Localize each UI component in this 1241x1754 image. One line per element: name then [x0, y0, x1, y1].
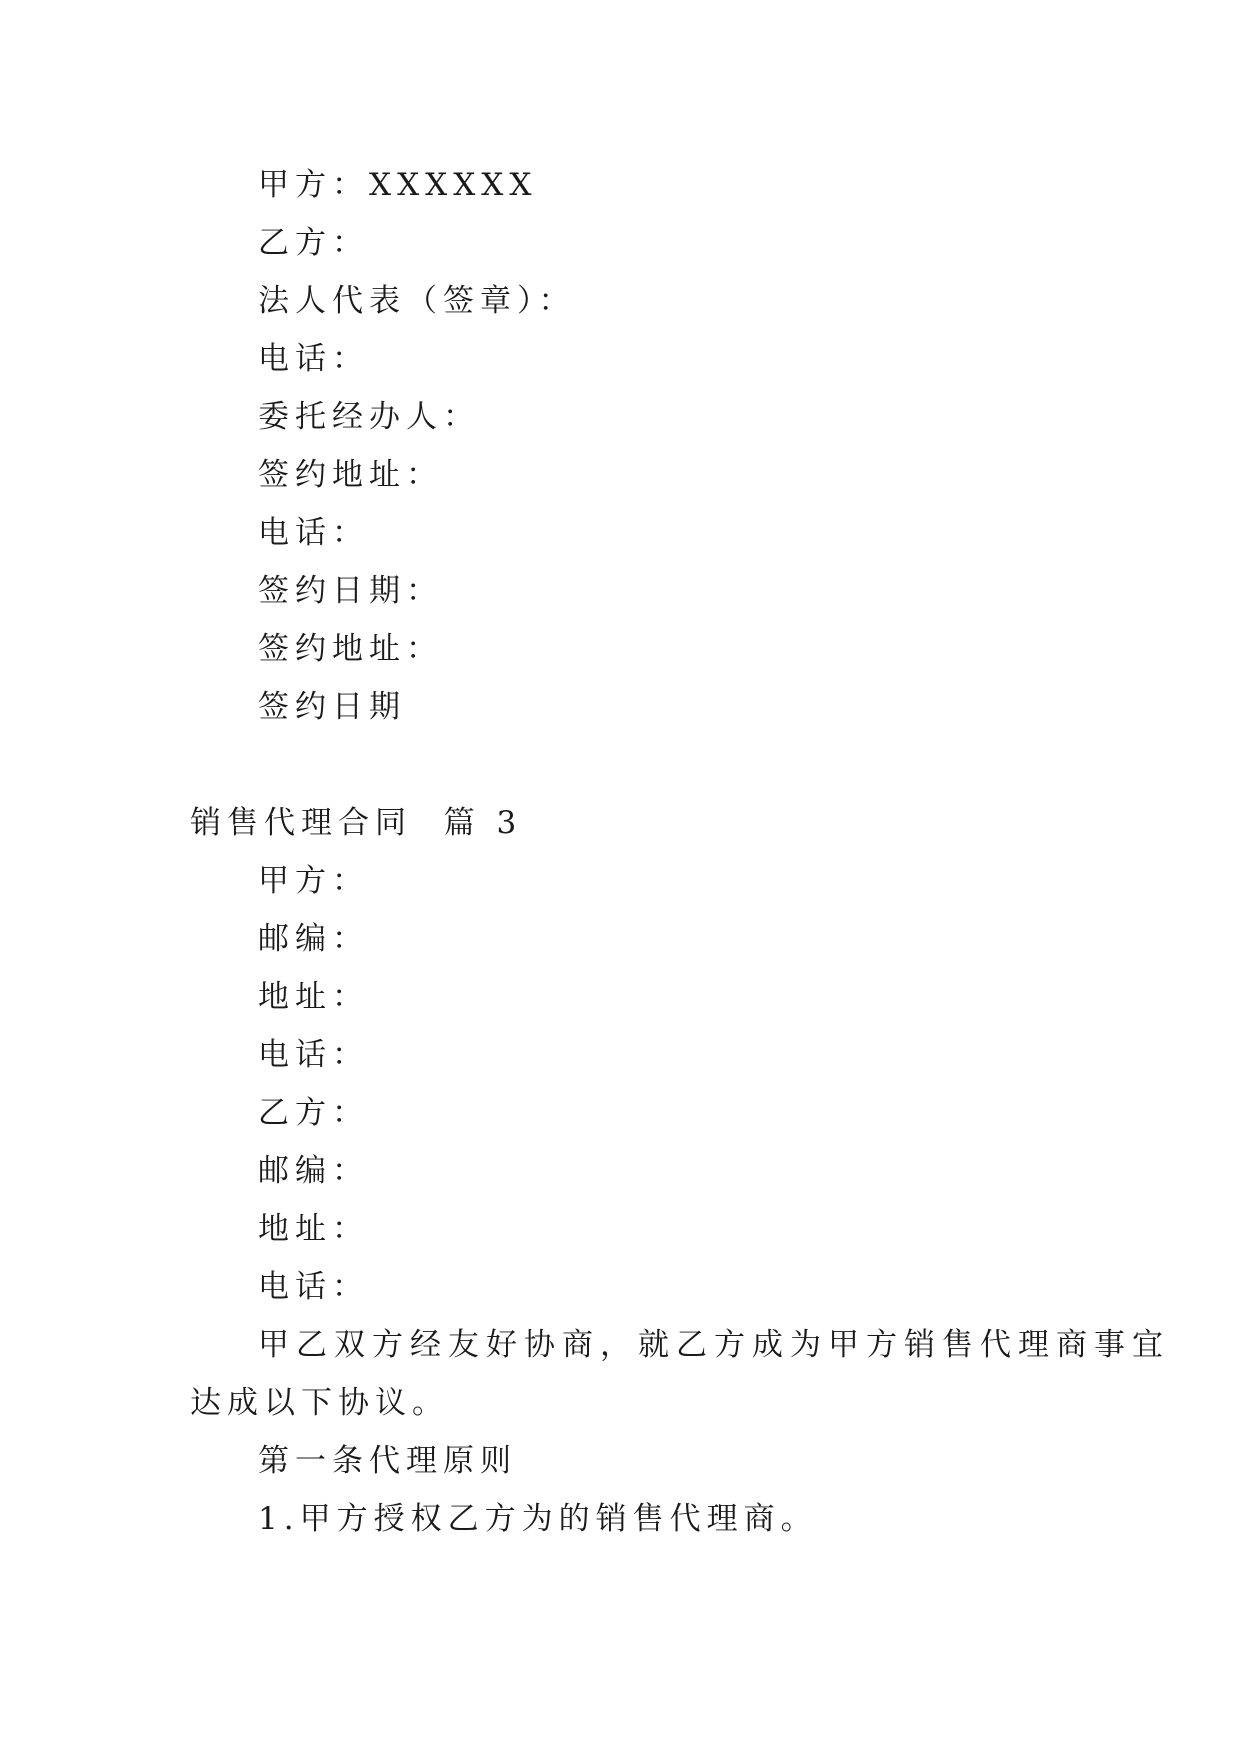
- legal-rep-line: 法人代表（签章）：: [258, 283, 576, 319]
- agreement-paragraph-line-2: 达成以下协议。: [190, 1385, 449, 1421]
- party-a-line: 甲方：: [258, 863, 369, 899]
- signing-address-line: 签约地址：: [258, 457, 443, 493]
- agent-line: 委托经办人：: [258, 399, 480, 435]
- party-a-line: 甲方：XXXXXX: [258, 167, 538, 203]
- address-line: 地址：: [258, 979, 369, 1015]
- postcode-line: 邮编：: [258, 1153, 369, 1189]
- party-b-line: 乙方：: [258, 225, 369, 261]
- address-line: 地址：: [258, 1211, 369, 1247]
- signing-date-line: 签约日期：: [258, 573, 443, 609]
- clause-1: 1.甲方授权乙方为的销售代理商。: [258, 1501, 818, 1537]
- postcode-line: 邮编：: [258, 921, 369, 957]
- section-title: 销售代理合同 篇 3: [190, 805, 523, 841]
- phone-line: 电话：: [258, 1269, 369, 1305]
- signing-date-line: 签约日期: [258, 689, 406, 725]
- party-b-line: 乙方：: [258, 1095, 369, 1131]
- agreement-paragraph-line-1: 甲乙双方经友好协商，就乙方成为甲方销售代理商事宜: [258, 1327, 1170, 1363]
- signing-address-line: 签约地址：: [258, 631, 443, 667]
- phone-line: 电话：: [258, 515, 369, 551]
- phone-line: 电话：: [258, 1037, 369, 1073]
- article-title: 第一条代理原则: [258, 1443, 517, 1479]
- phone-line: 电话：: [258, 341, 369, 377]
